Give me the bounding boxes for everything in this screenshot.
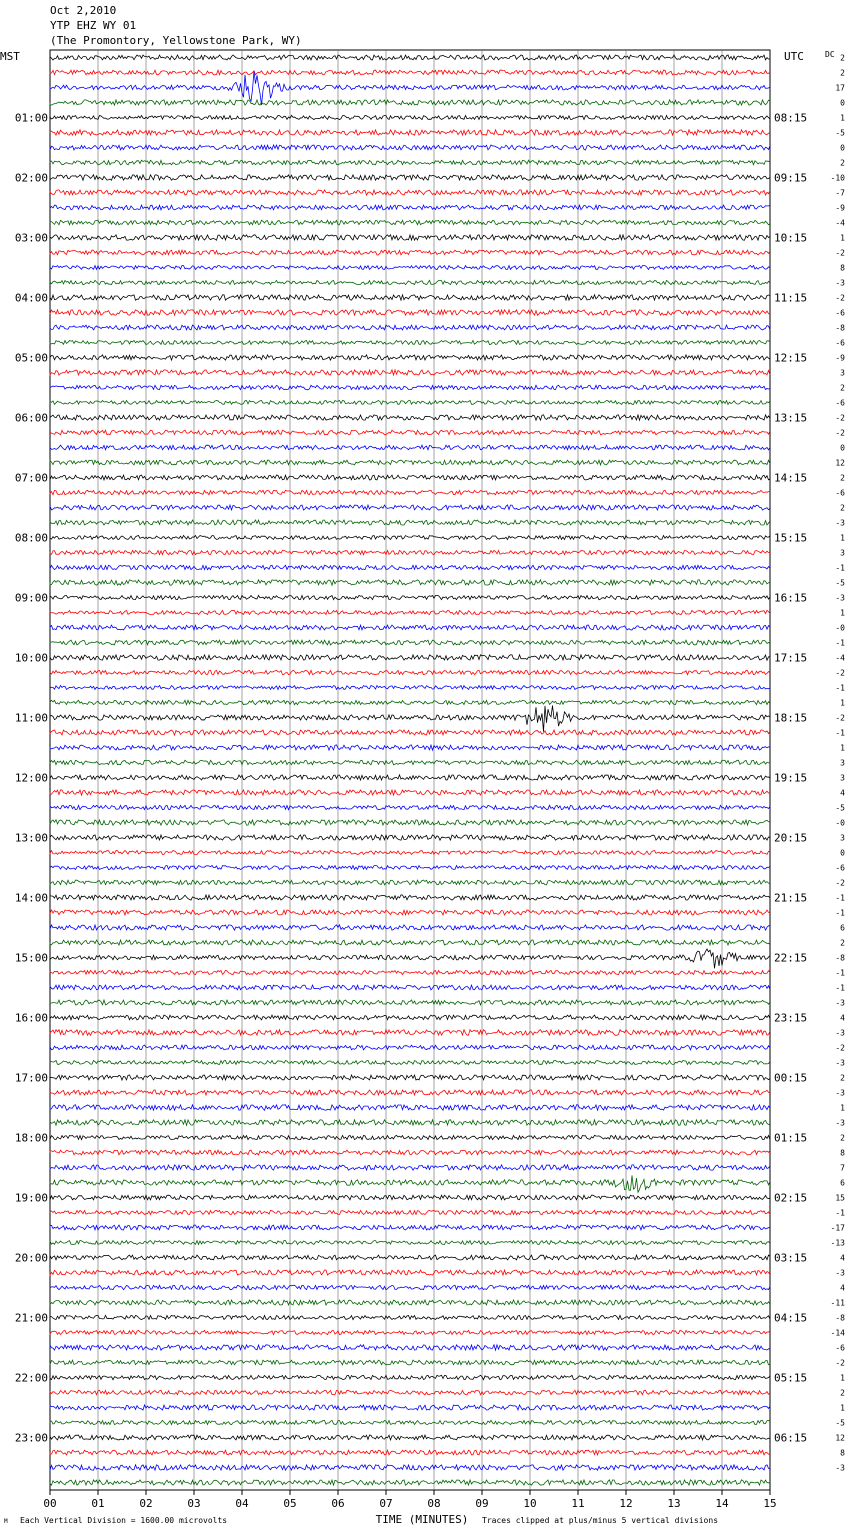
dc-offset-value: -1 (835, 638, 845, 648)
seismic-trace (50, 1175, 770, 1192)
seismic-trace (50, 505, 770, 510)
utc-hour-label: 21:15 (774, 891, 808, 905)
dc-offset-value: -1 (835, 563, 845, 573)
dc-offset-value: -4 (835, 218, 845, 228)
seismic-trace (50, 670, 770, 674)
seismic-trace (50, 1375, 770, 1379)
x-tick-label: 05 (283, 1497, 297, 1510)
dc-offset-value: -6 (835, 863, 845, 873)
seismic-trace (50, 1000, 770, 1005)
dc-offset-value: 8 (840, 1448, 845, 1458)
dc-offset-value: -2 (835, 248, 845, 258)
seismic-trace (50, 250, 770, 255)
station-location: (The Promontory, Yellowstone Park, WY) (50, 34, 302, 47)
dc-offset-value: -2 (835, 1043, 845, 1053)
seismic-trace (50, 1390, 770, 1394)
x-tick-label: 13 (667, 1497, 681, 1510)
dc-offset-value: -13 (830, 1238, 845, 1248)
utc-hour-label: 20:15 (774, 831, 808, 845)
dc-offset-value: -6 (835, 338, 845, 348)
mst-hour-label: 09:00 (14, 591, 48, 605)
seismic-trace (50, 220, 770, 225)
mst-hour-label: 20:00 (14, 1251, 48, 1265)
seismic-trace (50, 910, 770, 915)
seismic-trace (50, 475, 770, 480)
seismic-trace (50, 205, 770, 210)
dc-offset-value: 17 (835, 83, 845, 93)
seismic-trace (50, 266, 770, 270)
dc-offset-value: 4 (840, 1283, 845, 1293)
utc-hour-label: 19:15 (774, 771, 808, 785)
dc-offset-value: -3 (835, 1058, 845, 1068)
seismic-trace (50, 445, 770, 450)
x-tick-label: 14 (715, 1497, 729, 1510)
dc-offset-value: 6 (840, 923, 845, 933)
dc-offset-value: -1 (835, 728, 845, 738)
dc-offset-value: 0 (840, 98, 845, 108)
dc-offset-value: -3 (835, 278, 845, 288)
dc-offset-value: 12 (835, 1433, 845, 1443)
utc-hour-label: 14:15 (774, 471, 808, 485)
dc-offset-value: 1 (840, 698, 845, 708)
utc-hour-label: 17:15 (774, 651, 808, 665)
x-tick-label: 09 (475, 1497, 489, 1510)
utc-hour-label: 05:15 (774, 1371, 808, 1385)
mst-hour-label: 15:00 (14, 951, 48, 965)
dc-offset-value: -14 (830, 1328, 845, 1338)
corner-mark: M (4, 1518, 8, 1525)
seismic-trace (50, 595, 770, 599)
seismic-trace (50, 1150, 770, 1155)
dc-offset-value: 3 (840, 758, 845, 768)
seismic-trace (50, 1165, 770, 1170)
seismic-trace (50, 640, 770, 645)
seismic-trace (50, 895, 770, 900)
mst-hour-label: 05:00 (14, 351, 48, 365)
dc-offset-value: 1 (840, 1403, 845, 1413)
mst-hour-label: 19:00 (14, 1191, 48, 1205)
dc-offset-value: -9 (835, 203, 845, 213)
dc-offset-value: -3 (835, 593, 845, 603)
mst-hour-label: 11:00 (14, 711, 48, 725)
seismic-trace (50, 686, 770, 690)
seismic-trace (50, 700, 770, 704)
dc-offset-value: -0 (835, 623, 845, 633)
dc-offset-value: -3 (835, 1028, 845, 1038)
seismic-trace (50, 280, 770, 284)
seismic-trace (50, 401, 770, 405)
seismic-trace (50, 1195, 770, 1200)
seismic-trace (50, 520, 770, 525)
dc-offset-value: -1 (835, 1208, 845, 1218)
dc-offset-value: -5 (835, 803, 845, 813)
dc-offset-value: 1 (840, 533, 845, 543)
dc-offset-value: -6 (835, 488, 845, 498)
seismic-trace (50, 1075, 770, 1080)
x-tick-label: 01 (91, 1497, 105, 1510)
x-tick-label: 12 (619, 1497, 633, 1510)
dc-offset-value: -5 (835, 1418, 845, 1428)
dc-offset-value: 15 (835, 1193, 845, 1203)
utc-hour-label: 15:15 (774, 531, 808, 545)
dc-offset-value: -6 (835, 308, 845, 318)
dc-offset-value: -1 (835, 893, 845, 903)
dc-offset-value: -10 (830, 173, 845, 183)
seismic-trace (50, 235, 770, 240)
seismic-trace (50, 760, 770, 764)
mst-hour-label: 22:00 (14, 1371, 48, 1385)
dc-offset-value: -9 (835, 353, 845, 363)
seismic-trace (50, 1450, 770, 1455)
utc-hour-label: 01:15 (774, 1131, 808, 1145)
mst-hour-label: 03:00 (14, 231, 48, 245)
dc-offset-value: 2 (840, 68, 845, 78)
dc-offset-value: 1 (840, 1373, 845, 1383)
seismic-trace (50, 160, 770, 165)
seismic-trace (50, 580, 770, 585)
utc-hour-label: 23:15 (774, 1011, 808, 1025)
utc-hour-label: 11:15 (774, 291, 808, 305)
seismic-trace (50, 775, 770, 780)
seismic-trace (50, 175, 770, 180)
dc-offset-value: -3 (835, 1463, 845, 1473)
mst-hour-label: 23:00 (14, 1431, 48, 1445)
mst-hour-label: 18:00 (14, 1131, 48, 1145)
seismic-trace (50, 805, 770, 809)
seismic-trace (50, 835, 770, 840)
dc-offset-value: 2 (840, 158, 845, 168)
seismic-trace (50, 820, 770, 825)
seismic-trace (50, 655, 770, 660)
seismic-trace (50, 490, 770, 494)
mst-hour-label: 06:00 (14, 411, 48, 425)
mst-hour-label: 08:00 (14, 531, 48, 545)
dc-offset-value: 2 (840, 1073, 845, 1083)
dc-offset-value: 12 (835, 458, 845, 468)
seismic-trace (50, 70, 770, 75)
plot-date: Oct 2,2010 (50, 4, 117, 17)
dc-offset-value: -5 (835, 128, 845, 138)
seismic-trace (50, 1300, 770, 1305)
dc-offset-value: -2 (835, 428, 845, 438)
seismic-trace (50, 1225, 770, 1230)
seismic-trace (50, 1285, 770, 1289)
utc-hour-label: 00:15 (774, 1071, 808, 1085)
seismic-trace (50, 985, 770, 990)
seismic-trace (50, 1030, 770, 1036)
utc-hour-label: 16:15 (774, 591, 808, 605)
seismic-trace (50, 851, 770, 855)
dc-offset-value: 0 (840, 848, 845, 858)
seismic-trace (50, 550, 770, 554)
seismic-trace (50, 385, 770, 389)
dc-offset-value: 2 (840, 1388, 845, 1398)
seismic-trace (50, 610, 770, 614)
seismic-trace (50, 1241, 770, 1245)
dc-offset-value: 1 (840, 1103, 845, 1113)
dc-offset-value: -2 (835, 1358, 845, 1368)
dc-offset-value: -2 (835, 713, 845, 723)
dc-offset-value: 3 (840, 368, 845, 378)
utc-hour-label: 08:15 (774, 111, 808, 125)
dc-offset-value: -0 (835, 818, 845, 828)
dc-offset-value: -1 (835, 908, 845, 918)
mst-hour-label: 14:00 (14, 891, 48, 905)
seismic-trace (50, 730, 770, 735)
seismic-trace (50, 880, 770, 885)
dc-offset-value: 1 (840, 233, 845, 243)
dc-offset-value: -2 (835, 413, 845, 423)
seismic-trace (50, 1330, 770, 1334)
dc-offset-value: -7 (835, 188, 845, 198)
seismic-trace (50, 71, 770, 105)
mst-hour-label: 12:00 (14, 771, 48, 785)
dc-offset-value: 4 (840, 1013, 845, 1023)
utc-hour-label: 09:15 (774, 171, 808, 185)
seismic-trace (50, 355, 770, 360)
dc-offset-value: -17 (830, 1223, 845, 1233)
seismic-trace (50, 1060, 770, 1064)
seismic-trace (50, 1120, 770, 1126)
dc-offset-value: 2 (840, 473, 845, 483)
seismic-trace (50, 1435, 770, 1440)
dc-offset-value: -3 (835, 518, 845, 528)
dc-offset-value: 6 (840, 1178, 845, 1188)
seismic-trace (50, 925, 770, 930)
dc-offset-value: 8 (840, 1148, 845, 1158)
seismic-trace (50, 1405, 770, 1410)
dc-offset-value: 4 (840, 1253, 845, 1263)
seismic-trace (50, 115, 770, 119)
seismic-trace (50, 1015, 770, 1020)
seismic-trace (50, 970, 770, 974)
dc-offset-value: -1 (835, 683, 845, 693)
dc-offset-value: 7 (840, 1163, 845, 1173)
x-tick-label: 07 (379, 1497, 393, 1510)
mst-hour-label: 10:00 (14, 651, 48, 665)
dc-offset-value: -4 (835, 653, 845, 663)
seismic-trace (50, 1360, 770, 1365)
dc-offset-value: 2 (840, 938, 845, 948)
mst-hour-label: 02:00 (14, 171, 48, 185)
dc-offset-value: 1 (840, 608, 845, 618)
utc-hour-label: 06:15 (774, 1431, 808, 1445)
dc-offset-value: 0 (840, 443, 845, 453)
seismic-trace (50, 940, 770, 945)
x-tick-label: 03 (187, 1497, 201, 1510)
station-code: YTP EHZ WY 01 (50, 19, 137, 32)
dc-offset-value: 2 (840, 383, 845, 393)
utc-hour-label: 18:15 (774, 711, 808, 725)
seismic-trace (50, 1315, 770, 1319)
dc-column-label: DC (825, 50, 835, 59)
dc-offset-value: 1 (840, 743, 845, 753)
utc-hour-label: 12:15 (774, 351, 808, 365)
seismic-trace (50, 536, 770, 540)
mst-hour-label: 16:00 (14, 1011, 48, 1025)
dc-offset-value: -2 (835, 878, 845, 888)
mst-hour-label: 17:00 (14, 1071, 48, 1085)
dc-offset-value: -8 (835, 323, 845, 333)
seismic-trace (50, 1090, 770, 1095)
seismic-trace (50, 130, 770, 135)
mst-axis-label: MST (0, 50, 20, 63)
seismic-trace (50, 790, 770, 795)
seismic-trace (50, 866, 770, 870)
dc-offset-value: -5 (835, 578, 845, 588)
seismic-trace (50, 1135, 770, 1139)
dc-offset-value: -6 (835, 1343, 845, 1353)
x-tick-label: 00 (43, 1497, 57, 1510)
x-tick-label: 06 (331, 1497, 345, 1510)
seismic-trace (50, 310, 770, 315)
utc-hour-label: 13:15 (774, 411, 808, 425)
utc-hour-label: 10:15 (774, 231, 808, 245)
seismic-trace (50, 415, 770, 420)
seismic-trace (50, 145, 770, 150)
x-tick-label: 15 (763, 1497, 777, 1510)
seismic-trace (50, 949, 770, 968)
seismic-trace (50, 460, 770, 465)
utc-hour-label: 22:15 (774, 951, 808, 965)
seismic-trace (50, 325, 770, 330)
mst-hour-label: 21:00 (14, 1311, 48, 1325)
seismic-trace (50, 1105, 770, 1110)
dc-offset-value: 8 (840, 263, 845, 273)
dc-offset-value: -3 (835, 1268, 845, 1278)
dc-offset-value: -11 (830, 1298, 845, 1308)
seismic-trace (50, 430, 770, 434)
seismic-trace (50, 295, 770, 300)
seismic-trace (50, 565, 770, 569)
seismic-trace (50, 1465, 770, 1470)
mst-hour-label: 01:00 (14, 111, 48, 125)
dc-offset-value: 3 (840, 773, 845, 783)
seismic-trace (50, 190, 770, 195)
dc-offset-value: 1 (840, 113, 845, 123)
dc-offset-value: -2 (835, 668, 845, 678)
seismic-trace (50, 341, 770, 345)
clip-note: Traces clipped at plus/minus 5 vertical divisions (482, 1516, 719, 1525)
seismic-trace (50, 55, 770, 60)
x-tick-label: 02 (139, 1497, 153, 1510)
seismic-trace (50, 1420, 770, 1424)
dc-offset-value: -1 (835, 968, 845, 978)
utc-hour-label: 04:15 (774, 1311, 808, 1325)
seismic-trace (50, 745, 770, 750)
dc-offset-value: 2 (840, 53, 845, 63)
x-tick-label: 10 (523, 1497, 537, 1510)
seismic-trace (50, 1480, 770, 1485)
dc-offset-value: -8 (835, 953, 845, 963)
dc-offset-value: -3 (835, 1088, 845, 1098)
dc-offset-value: 3 (840, 833, 845, 843)
dc-offset-value: 0 (840, 143, 845, 153)
dc-offset-value: 2 (840, 1133, 845, 1143)
dc-offset-value: -2 (835, 293, 845, 303)
seismic-trace (50, 100, 770, 105)
mst-hour-label: 13:00 (14, 831, 48, 845)
seismic-trace (50, 625, 770, 630)
seismic-trace (50, 1345, 770, 1350)
dc-offset-value: -6 (835, 398, 845, 408)
dc-offset-value: -1 (835, 983, 845, 993)
seismic-trace (50, 1045, 770, 1050)
x-tick-label: 04 (235, 1497, 249, 1510)
utc-hour-label: 03:15 (774, 1251, 808, 1265)
utc-hour-label: 02:15 (774, 1191, 808, 1205)
scale-note: Each Vertical Division = 1600.00 microvolts (20, 1516, 228, 1525)
dc-offset-value: -3 (835, 998, 845, 1008)
seismic-trace (50, 1270, 770, 1275)
seismic-trace (50, 706, 770, 732)
x-tick-label: 11 (571, 1497, 585, 1510)
dc-offset-value: -3 (835, 1118, 845, 1128)
seismic-trace (50, 1210, 770, 1214)
mst-hour-label: 07:00 (14, 471, 48, 485)
x-axis-title: TIME (MINUTES) (375, 1513, 469, 1526)
dc-offset-value: 4 (840, 788, 845, 798)
utc-axis-label: UTC (784, 50, 804, 63)
seismic-trace (50, 1255, 770, 1260)
dc-offset-value: 2 (840, 503, 845, 513)
x-tick-label: 08 (427, 1497, 441, 1510)
seismic-trace (50, 370, 770, 375)
mst-hour-label: 04:00 (14, 291, 48, 305)
dc-offset-value: 3 (840, 548, 845, 558)
dc-offset-value: -8 (835, 1313, 845, 1323)
